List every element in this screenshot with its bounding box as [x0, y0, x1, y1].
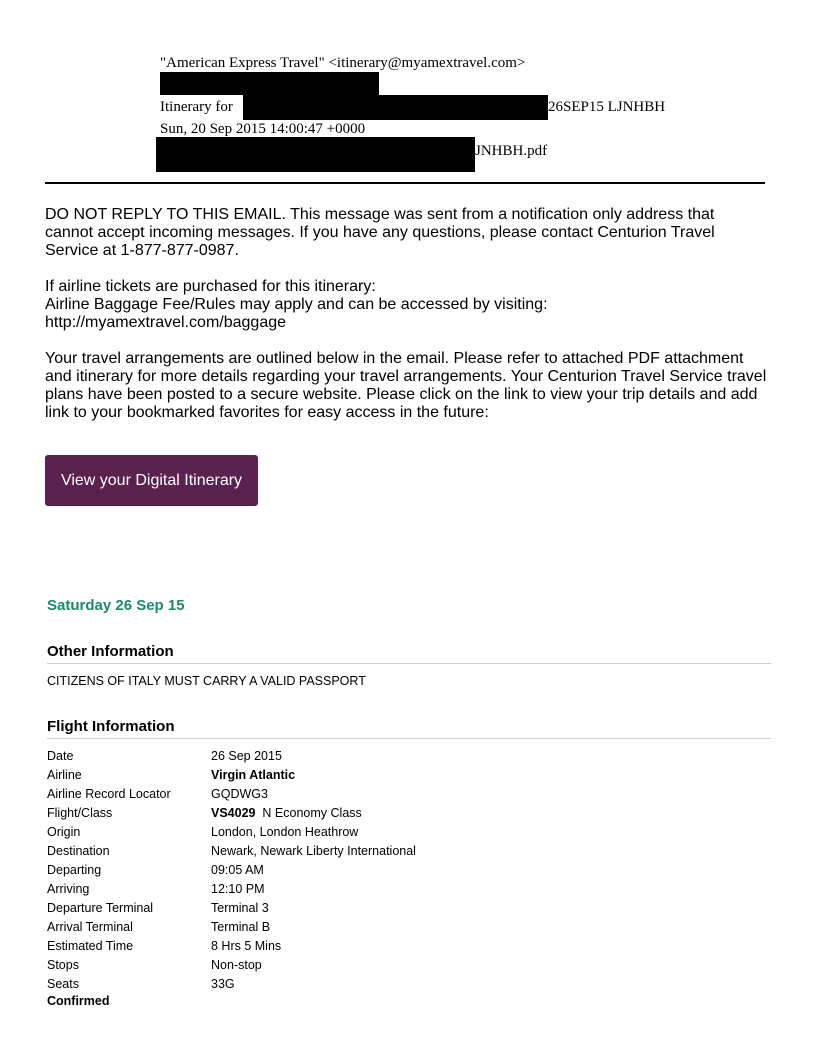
redaction-to: [160, 72, 379, 95]
flight-row-value: Terminal 3: [211, 901, 269, 915]
flight-row-value: Newark, Newark Liberty International: [211, 844, 416, 858]
flight-row-label: Airline Record Locator: [47, 787, 171, 801]
flight-row-label: Seats: [47, 977, 79, 991]
redaction-subject: [243, 95, 548, 120]
header-divider: [45, 182, 765, 184]
flight-row-value: 26 Sep 2015: [211, 749, 282, 763]
from-value: "American Express Travel" <itinerary@myamextravel.com>: [160, 55, 526, 71]
subject-prefix: Itinerary for: [160, 99, 233, 115]
flight-row-label: Date: [47, 749, 74, 763]
other-information-text: CITIZENS OF ITALY MUST CARRY A VALID PASSPORT: [47, 674, 366, 688]
flight-row-value: Terminal B: [211, 920, 271, 934]
flight-row-label: Estimated Time: [47, 939, 134, 953]
baggage-notice: [45, 278, 780, 332]
baggage-text: If airline tickets are purchased for this itinerary: Airline Baggage Fee/Rules may apply and can be accessed by visiting: http://myamextravel.com/baggage: [45, 278, 548, 331]
flight-information-heading: Flight Information: [47, 718, 771, 739]
attachment-filename[interactable]: JNHBH.pdf: [475, 143, 548, 159]
flight-row-label: Arriving: [47, 882, 90, 896]
flight-class: N Economy Class: [255, 806, 362, 820]
flight-row-value: 33G: [211, 977, 235, 991]
do-not-reply-text: DO NOT REPLY TO THIS EMAIL. This message was sent from a notification only address that cannot accept incoming messages. If you have any questions, please contact Centurion Travel Service at 1-877-877-0987.: [45, 206, 715, 259]
flight-row-label: Departing: [47, 863, 102, 877]
flight-row-value: 8 Hrs 5 Mins: [211, 939, 282, 953]
flight-row-label: Departure Terminal: [47, 901, 154, 915]
flight-row-value: Virgin Atlantic: [211, 768, 296, 782]
day-heading: Saturday 26 Sep 15: [47, 597, 185, 614]
arrangements-notice: [45, 350, 780, 422]
flight-number: VS4029: [211, 806, 256, 820]
flight-row-value: GQDWG3: [211, 787, 268, 801]
flight-row-value: Non-stop: [211, 958, 262, 972]
other-information-heading: Other Information: [47, 643, 771, 664]
booking-status: Confirmed: [47, 994, 110, 1008]
flight-row-label: Airline: [47, 768, 82, 782]
arrangements-text: Your travel arrangements are outlined below in the email. Please refer to attached PDF attachment and itinerary for more details regarding your travel arrangements. Your Centurion Travel Service travel plans have been posted to a secure website. Please click on the link to view your trip details and add link to your bookmarked favorites for easy access in the future:: [45, 350, 767, 421]
flight-row-value: London, London Heathrow: [211, 825, 359, 839]
subject-suffix: 26SEP15 LJNHBH: [548, 99, 666, 115]
flight-row-label: Arrival Terminal: [47, 920, 133, 934]
redaction-attachment: [156, 137, 475, 172]
flight-row-label: Origin: [47, 825, 81, 839]
flight-row-label: Destination: [47, 844, 110, 858]
view-digital-itinerary-button[interactable]: View your Digital Itinerary: [45, 455, 258, 506]
flight-row-label: Stops: [47, 958, 79, 972]
flight-row-value: 12:10 PM: [211, 882, 265, 896]
date-value: Sun, 20 Sep 2015 14:00:47 +0000: [160, 121, 366, 137]
flight-row-label: Flight/Class: [47, 806, 113, 820]
flight-row-value: [211, 804, 362, 823]
flight-row-value: 09:05 AM: [211, 863, 264, 877]
do-not-reply-notice: [45, 206, 780, 260]
